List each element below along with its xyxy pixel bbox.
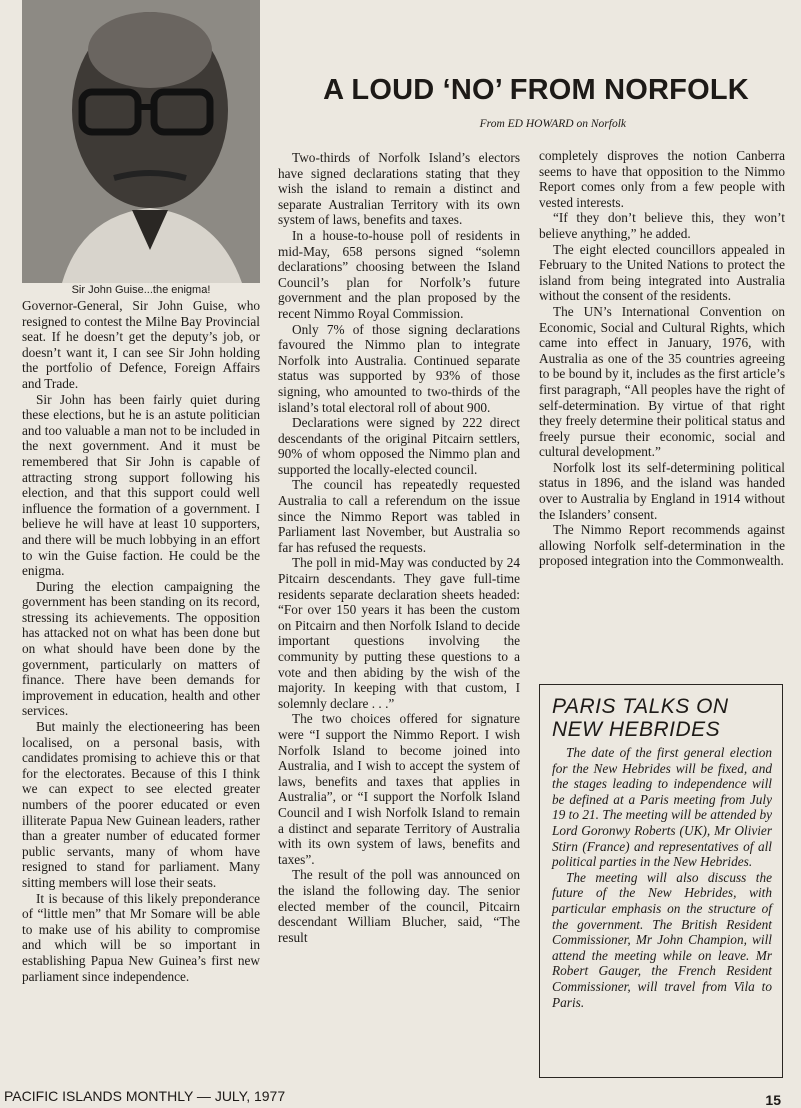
portrait-illustration (22, 0, 260, 283)
paragraph: Norfolk lost its self-determining political status in 1896, and the island was handed over to Australia by England in 1914 without the Islanders’ consent. (539, 459, 785, 522)
article-headline: A LOUD ‘NO’ FROM NORFOLK (323, 74, 749, 106)
paragraph: completely disproves the notion Canberra seems to have that opposition to the Nimmo Report comes only from a few people with vested interests. (539, 148, 785, 210)
paragraph: During the election campaigning the government has been standing on its record, stressing its achievements. The opposition has attacked not on what has been done but on what should have been done by the government, particularly on matters of finance. There have been demands for improvement in education, health and other services. (22, 578, 260, 719)
column-left (22, 298, 260, 984)
paragraph: It is because of this likely preponderance of “little men” that Mr Somare will be able to make use of his ability to compromise and which will be so important in establishing Papua New Guinea’s first new parliament since independence. (22, 890, 260, 984)
page-number: 15 (765, 1092, 781, 1108)
paragraph: Declarations were signed by 222 direct descendants of the original Pitcairn settlers, 90% of whom opposed the Nimmo plan and supported the locally-elected council. (278, 415, 520, 477)
column-middle (278, 150, 520, 945)
paragraph: Two-thirds of Norfolk Island’s electors have signed declarations stating that they wish the island to remain a distinct and separate Australian Territory with its own system of laws, benefits and taxes. (278, 150, 520, 228)
sidebar-news-box (539, 684, 783, 1078)
paragraph: The poll in mid-May was conducted by 24 Pitcairn descendants. They gave full-time residents separate declaration sheets headed: “For over 150 years it has been the custom on Pitcairn and then Norfolk Island to decide important questions involving the community by putting these questions to a vote and then abiding by the wish of the majority. In keeping with that custom, I solemnly declare . . .” (278, 555, 520, 711)
paragraph: The Nimmo Report recommends against allowing Norfolk self-determination in the proposed integration into the Commonwealth. (539, 522, 785, 569)
paragraph: The result of the poll was announced on the island the following day. The senior elected member of the council, Pitcairn descendant William Blucher, said, “The result (278, 867, 520, 945)
article-byline: From ED HOWARD on Norfolk (479, 118, 626, 130)
paragraph: Governor-General, Sir John Guise, who resigned to contest the Milne Bay Provincial seat. If he doesn’t get the deputy’s job, or doesn’t want it, I can see Sir John holding the portfolio of Defence, Foreign Affairs and Trade. (22, 298, 260, 391)
box-title (552, 695, 772, 741)
portrait-photo (22, 0, 260, 283)
publication-footer: PACIFIC ISLANDS MONTHLY — JULY, 1977 (4, 1088, 286, 1104)
paragraph: In a house-to-house poll of residents in mid-May, 658 persons signed “solemn declarations” choosing between the Island Council’s plan for Norfolk’s future government and the plan proposed by the recent Nimmo Royal Commission. (278, 227, 520, 321)
photo-caption: Sir John Guise...the enigma! (71, 284, 211, 296)
box-title-line: PARIS TALKS ON (552, 695, 729, 718)
paragraph: The council has repeatedly requested Australia to call a referendum on the issue since the Nimmo Report was tabled in Parliament last November, but Australia so far has refused the requests. (278, 477, 520, 555)
box-paragraph: The date of the first general election for the New Hebrides will be fixed, and the stages leading to independence will be defined at a Paris meeting from July 19 to 21. The meeting will be attended by Lord Goronwy Roberts (UK), Mr Olivier Stirn (France) and representatives of all political parties in the New Hebrides. (552, 745, 772, 870)
paragraph: The eight elected councillors appealed in February to the United Nations to protect the island from being integrated into Australia without the consent of the residents. (539, 241, 785, 304)
box-paragraph: The meeting will also discuss the future of the New Hebrides, with particular emphasis on the structure of the government. The British Resident Commissioner, Mr John Champion, will attend the meeting while on leave. Mr Robert Gauger, the French Resident Commissioner, will travel from Vila to Paris. (552, 869, 772, 1010)
paragraph: Only 7% of those signing declarations favoured the Nimmo plan to integrate Norfolk into Australia. Continued separate status was supported by 93% of those signing, who amounted to two-thirds of the island’s total electoral roll of about 900. (278, 321, 520, 415)
paragraph: But mainly the electioneering has been localised, on a personal basis, with candidates promising to achieve this or that for the electorates. Because of this I think we can expect to see elected greater numbers of the poorer educated or even illiterate Papua New Guinean leaders, rather than a greater number of educated former public servants, many of whom have resigned to stand for parliament. Many sitting members will lose their seats. (22, 719, 260, 890)
paragraph: Sir John has been fairly quiet during these elections, but he is an astute politician and too valuable a man not to be included in the next government. And it must be remembered that Sir John is capable of attracting strong support following his election, and that this support could well influence the formation of a government. I believe he will have at least 10 supporters, and there will be much lobbying in an effort to win the Guise faction. He could be the enigma. (22, 391, 260, 579)
paragraph: The UN’s International Convention on Economic, Social and Cultural Rights, which came into effect in January, 1976, with Australia as one of the 35 countries agreeing to be bound by it, includes as the first article’s first paragraph, “All peoples have the right of self-determination. By virtue of that right they freely determine their political status and freely pursue their economic, social and cultural development.” (539, 303, 785, 460)
column-right (539, 148, 785, 569)
paragraph: The two choices offered for signature were “I support the Nimmo Report. I wish Norfolk Island to become joined into Australia, and I wish to accept the system of laws, benefits and taxes that applies in Australia”, or “I support the Norfolk Island Council and I wish Norfolk Island to remain a distinct and separate Territory of Australia with its own system of laws, benefits and taxes”. (278, 711, 520, 867)
paragraph: “If they don’t believe this, they won’t believe anything,” he added. (539, 210, 785, 241)
box-title-line: NEW HEBRIDES (552, 718, 721, 741)
